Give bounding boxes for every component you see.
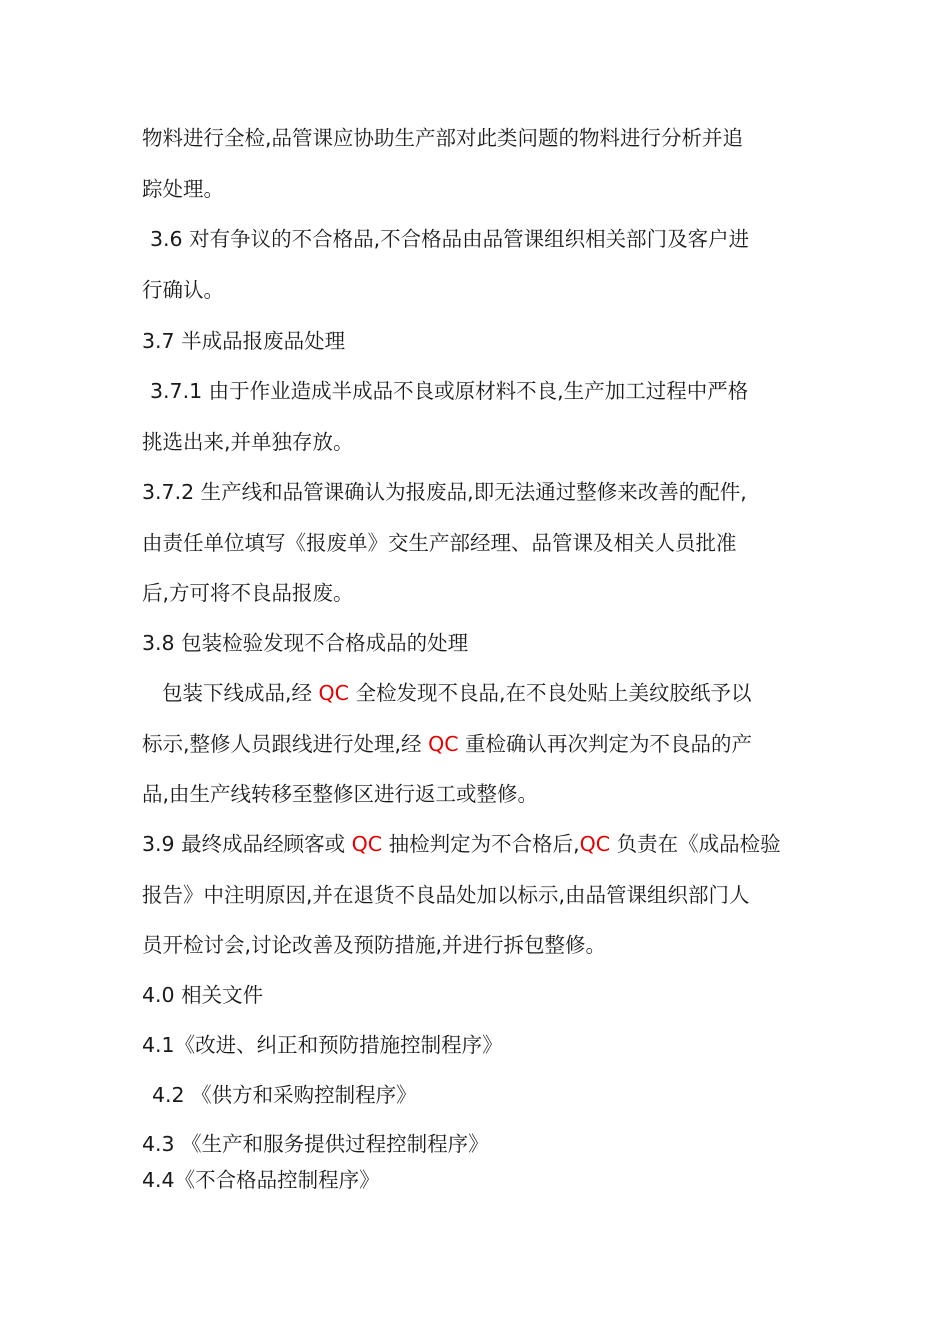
paragraph-line: 员开检讨会,讨论改善及预防措施,并进行拆包整修。	[142, 933, 607, 957]
heading-3-7	[142, 316, 812, 367]
paragraph-line	[142, 668, 812, 719]
reference-text: 4.4《不合格品控制程序》	[142, 1168, 380, 1192]
paragraph-line: 3.7.2 生产线和品管课确认为报废品,即无法通过整修来改善的配件,	[142, 480, 747, 504]
reference-4-4	[142, 1155, 812, 1206]
text-run: 重检确认再次判定为不良品的产	[458, 731, 753, 756]
paragraph-line: 3.7.1 由于作业造成半成品不良或原材料不良,生产加工过程中严格	[150, 379, 749, 403]
qc-highlight: QC	[318, 681, 349, 705]
paragraph-line: 由责任单位填写《报废单》交生产部经理、品管课及相关人员批准	[142, 530, 737, 555]
qc-highlight: QC	[351, 832, 383, 856]
section-3-8-body	[142, 668, 812, 820]
reference-text: 4.3 《生产和服务提供过程控制程序》	[142, 1132, 489, 1156]
paragraph-line: 物料进行全检,品管课应协助生产部对此类问题的物料进行分析并追	[142, 126, 744, 150]
heading-text: 4.0 相关文件	[142, 983, 264, 1007]
section-3-7-1	[142, 366, 820, 467]
reference-4-1	[142, 1020, 812, 1071]
paragraph-line	[142, 719, 812, 770]
paragraph-continuation	[142, 113, 812, 214]
paragraph-line: 品,由生产线转移至整修区进行返工或整修。	[142, 782, 539, 806]
section-3-9	[142, 819, 812, 971]
text-run: 全检发现不良品,在不良处贴上美纹胶纸予以	[349, 681, 752, 705]
paragraph-line	[142, 819, 812, 870]
heading-3-8	[142, 618, 812, 669]
paragraph-line: 报告》中注明原因,并在退货不良品处加以标示,由品管课组织部门人	[142, 882, 750, 907]
reference-text: 4.1《改进、纠正和预防措施控制程序》	[142, 1033, 503, 1057]
paragraph-line: 挑选出来,并单独存放。	[142, 429, 354, 454]
section-3-6	[142, 214, 820, 315]
text-run: 标示,整修人员跟线进行处理,经	[142, 731, 429, 756]
paragraph-line: 踪处理。	[142, 176, 224, 201]
section-3-7-2	[142, 467, 812, 619]
heading-4-0	[142, 970, 812, 1021]
text-run: 抽检判定为不合格后,	[382, 832, 580, 856]
reference-text: 4.2 《供方和采购控制程序》	[152, 1083, 417, 1107]
text-run: 3.9 最终成品经顾客或	[142, 832, 352, 856]
qc-highlight: QC	[428, 731, 459, 756]
reference-4-2	[152, 1070, 822, 1121]
qc-highlight: QC	[579, 832, 611, 856]
paragraph-line: 3.6 对有争议的不合格品,不合格品由品管课组织相关部门及客户进	[150, 227, 750, 251]
text-run: 负责在《成品检验	[610, 832, 781, 856]
heading-text: 3.7 半成品报废品处理	[142, 329, 346, 353]
paragraph-line: 后,方可将不良品报废。	[142, 581, 354, 605]
heading-text: 3.8 包装检验发现不合格成品的处理	[142, 631, 469, 655]
text-run: 包装下线成品,经	[162, 681, 319, 705]
paragraph-line: 行确认。	[142, 277, 224, 302]
